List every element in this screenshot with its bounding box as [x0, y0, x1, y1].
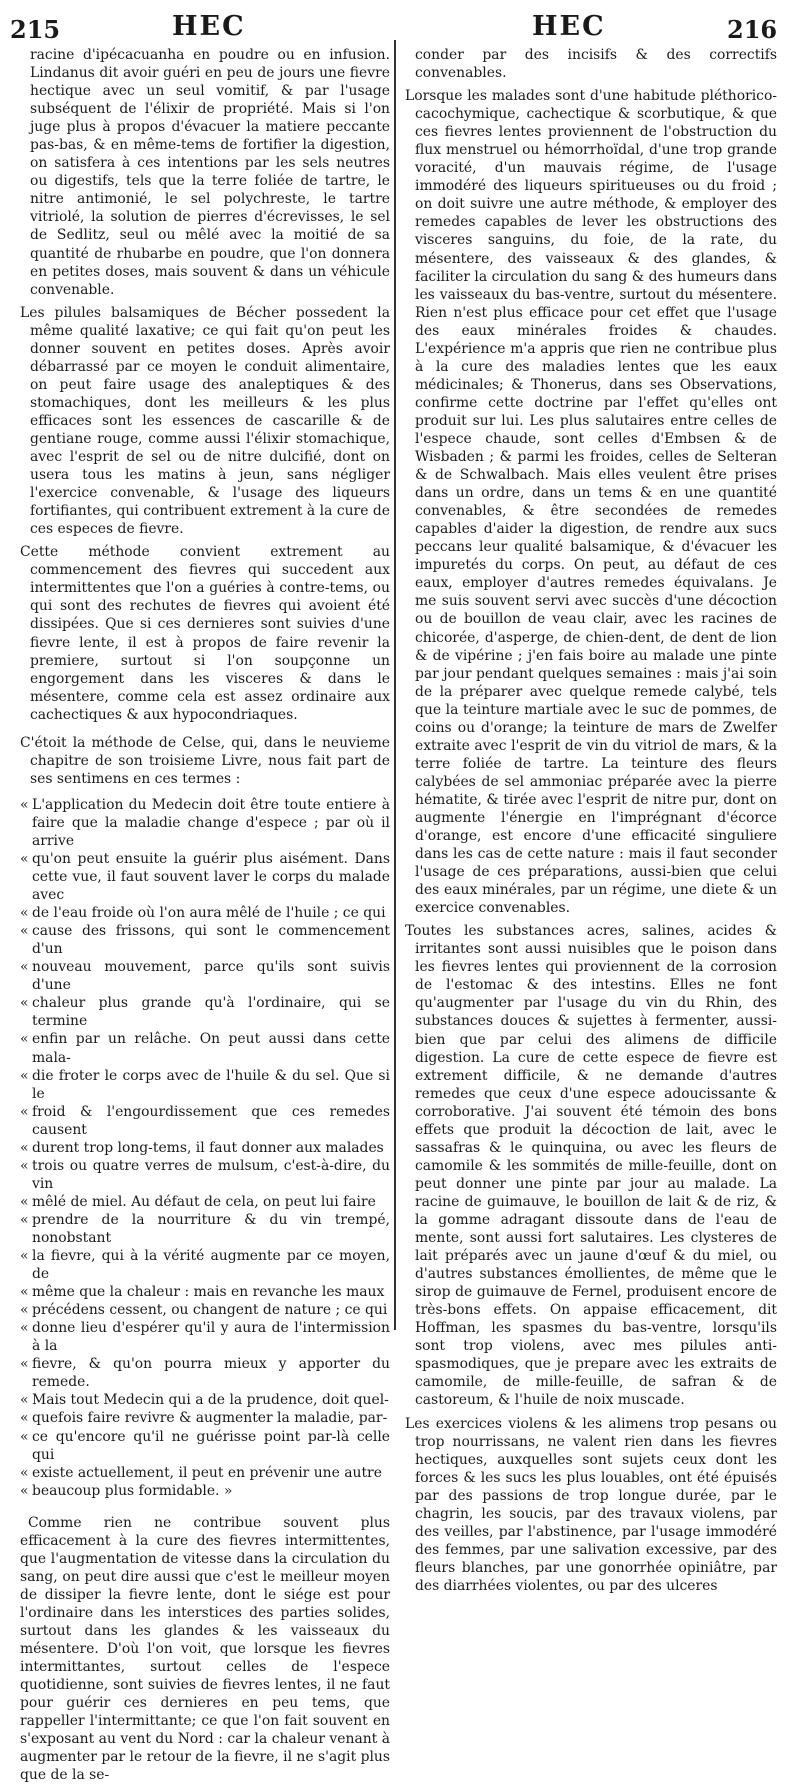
left-page-number: 215	[10, 15, 61, 44]
quote-line: « enfin par un relâche. On peut aussi dans cette mala-	[32, 1030, 390, 1066]
quote-line: « fievre, & qu'on pourra mieux y apporter du remede.	[32, 1355, 390, 1391]
celsus-quotation	[20, 796, 390, 1500]
quote-line: « qu'on peut ensuite la guérir plus aisément. Dans cette vue, il faut souvent laver le corps du malade avec	[32, 850, 390, 904]
right-page-number: 216	[727, 15, 778, 44]
quote-line: « de l'eau froide où l'on aura mêlé de l'huile ; ce qui	[32, 904, 390, 922]
right-running-title: HEC	[532, 11, 606, 42]
quote-line: « nouveau mouvement, parce qu'ils sont suivis d'une	[32, 958, 390, 994]
quote-line: « die froter le corps avec de l'huile & du sel. Que si le	[32, 1067, 390, 1103]
quote-line: « existe actuellement, il peut en prévenir une autre	[32, 1464, 390, 1482]
quote-line: « quefois faire revivre & augmenter la maladie, par-	[32, 1409, 390, 1427]
paragraph: Comme rien ne contribue souvent plus efficacement à la cure des fievres intermittentes, que l'augmentation de vitesse dans la circulation du sang, on peut dire aussi que c'est le meilleur moyen de dissiper la fievre lente, dont le siége est pour l'ordinaire dans les interstices des parties solides, surtout dans les glandes & les vaisseaux du mésentere. D'où l'on voit, que lorsque les fievres intermittantes, surtout celles de l'espece quotidienne, sont suivies de fievres lentes, il ne faut pour guérir ces dernieres en peu tems, que rappeller l'intermittante; ce que l'on fait souvent en s'exposant au vent du Nord : car la chaleur venant à augmenter par le retour de la fievre, il ne s'agit plus que de la se-	[20, 1514, 390, 1784]
paragraph: Les pilules balsamiques de Bécher possedent la même qualité laxative; ce qui fait qu'on peut les donner souvent en petites doses. Après avoir débarrassé par ce moyen le conduit alimentaire, on peut faire usage des analeptiques & des stomachiques, dont les meilleurs & les plus efficaces sont les essences de cascarille & de gentiane rouge, comme aussi l'élixir stomachique, avec l'esprit de sel ou de nitre dulcifié, dont on usera tous les matins à jeun, sans négliger l'exercice convenable, & l'usage des liqueurs fortifiantes, qui contribuent extrement à la cure de ces especes de fievre.	[20, 304, 390, 538]
left-column	[20, 46, 390, 1784]
paragraph: Toutes les substances acres, salines, acides & irritantes sont aussi nuisibles que le poison dans les fievres lentes qui proviennent de la corrosion de l'estomac & des intestins. Elles ne font qu'augmenter par l'usage du vin du Rhin, des substances douces & sujettes à fermenter, aussi-bien que par celui des alimens de difficile digestion. La cure de cette espece de fievre est extrement difficile, & ne demande d'autres remedes que ceux d'une espece adoucissante & corroborative. J'ai souvent été témoin des bons effets que produit la décoction de lait, avec le sassafras & le quinquina, ou avec les fleurs de camomile & les sommités de mille-feuille, dont on peut donner une pinte par jour au malade. La racine de guimauve, le bouillon de lait & de riz, & la gomme adragant dissoute dans de l'eau de mente, sont aussi fort salutaires. Les clysteres de lait préparés avec un jaune d'œuf & du miel, ou d'autres substances émollientes, de même que le sirop de guimauve de Fernel, produisent encore de très-bons effets. On appaise efficacement, dit Hoffman, les spasmes du bas-ventre, lorsqu'ils sont trop violens, avec mes pilules anti-spasmodiques, que je prepare avec les extraits de camomile, de mille-feuille, de safran & de castoreum, & l'huile de noix muscade.	[405, 923, 777, 1409]
paragraph: Les exercices violens & les alimens trop pesans ou trop nourrissans, ne valent rien dans les fievres hectiques, auxquelles sont sujets ceux dont les forces & les sucs les plus louables, ont été épuisés par des passions de trop longue durée, par le chagrin, les soucis, par des travaux violens, par des veilles, par l'abstinence, par l'usage immodéré des femmes, par une salivation excessive, par des fleurs blanches, par une gonorrhée opiniâtre, par des diarrhées violentes, ou par des ulceres	[405, 1415, 777, 1594]
quote-line: « ce qu'encore qu'il ne guérisse point par-là celle qui	[32, 1428, 390, 1464]
quote-line: « trois ou quatre verres de mulsum, c'est-à-dire, du vin	[32, 1157, 390, 1193]
left-running-title: HEC	[172, 11, 246, 42]
page-header	[0, 0, 800, 46]
quote-line: « mêlé de miel. Au défaut de cela, on peut lui faire	[32, 1193, 390, 1211]
paragraph: conder par des incisifs & des correctifs convenables.	[415, 47, 777, 82]
quote-line: « cause des frissons, qui sont le commencement d'un	[32, 922, 390, 958]
paragraph: Lorsque les malades sont d'une habitude pléthorico-cacochymique, cachectique & scorbutique, & que ces fievres lentes proviennent de l'obstruction du flux menstruel ou hémorrhoïdal, d'une trop grande voracité, d'un mauvais régime, de l'usage immodéré des liqueurs spiritueuses ou du froid ; on doit suivre une autre méthode, & employer des remedes capables de lever les obstructions des visceres sanguins, du foie, de la rate, du mésentere, des vaisseaux & des glandes, & faciliter la circulation du sang & des humeurs dans les vaisseaux du bas-ventre, surtout du mésentere. Rien n'est plus efficace pour cet effet que l'usage des eaux minérales froides & chaudes. L'expérience m'a appris que rien ne contribue plus à la cure des maladies lentes que les eaux médicinales; & Thonerus, dans ses Observations, confirme cette doctrine par l'effet qu'elles ont produit sur lui. Les plus salutaires entre celles de l'espece chaude, sont celles d'Embsen & de Wisbaden ; & parmi les froides, celles de Selteran & de Schwalbach. Mais elles veulent être prises dans un ordre, dans un tems & en une quantité convenables, & être secondées de remedes capables d'aider la digestion, de rendre aux sucs peccans leur qualité balsamique, & d'évacuer les impuretés du corps. On peut, au défaut de ces eaux, employer d'autres remedes équivalans. Je me suis souvent servi avec succès d'une décoction ou de bouillon de veau clair, avec les racines de chicorée, d'asperge, de chien-dent, de dent de lion & de vipérine ; j'en fais boire au malade une pinte par jour pendant quelques semaines : mais j'ai soin de la préparer avec quelque remede calybé, tels que la teinture martiale avec le suc de pommes, de coins ou d'orange; la teinture de mars de Zwelfer extraite avec l'esprit de vin du vitriol de mars, & la terre foliée de tartre. La teinture des fleurs calybées de sel ammoniac préparée avec la pierre hématite, & tirée avec l'esprit de nitre pur, dont on augmente l'énergie en l'imprégnant d'écorce d'orange, est encore d'une efficacité singuliere dans les cas de cette nature : mais il faut seconder l'usage de ces préparations, aussi-bien que celui des eaux minérales, par un régime, une diete & un exercice convenables.	[405, 88, 777, 917]
quote-line: « froid & l'engourdissement que ces remedes causent	[32, 1103, 390, 1139]
quote-line: « Mais tout Medecin qui a de la prudence, doit quel-	[32, 1391, 390, 1409]
quote-line: « beaucoup plus formidable. »	[32, 1482, 390, 1500]
quote-line: « durent trop long-tems, il faut donner aux malades	[32, 1139, 390, 1157]
quote-line: « prendre de la nourriture & du vin trempé, nonobstant	[32, 1211, 390, 1247]
paragraph: C'étoit la méthode de Celse, qui, dans le neuvieme chapitre de son troisieme Livre, nous fait part de ses sentimens en ces termes :	[20, 734, 390, 787]
paragraph: racine d'ipécacuanha en poudre ou en infusion. Lindanus dit avoir guéri en peu de jours une fievre hectique avec un seul vomitif, & par l'usage subséquent de l'élixir de propriété. Mais si l'on juge plus à propos d'évacuer la matiere peccante pas-bas, & en même-tems de fortifier la digestion, on satisfera à ces intentions par les sels neutres ou digestifs, tels que la terre foliée de tartre, le nitre antimonié, le sel polychreste, le tartre vitriolé, la solution de pierres d'écrevisses, le sel de Sedlitz, seul ou mêlé avec la moitié de sa quantité de rhubarbe en poudre, que l'on donnera en petites doses, mais souvent & dans un véhicule convenable.	[30, 47, 390, 298]
right-column	[405, 46, 777, 1594]
quote-line: « chaleur plus grande qu'à l'ordinaire, qui se termine	[32, 994, 390, 1030]
column-divider	[394, 40, 396, 1330]
quote-line: « même que la chaleur : mais en revanche les maux	[32, 1283, 390, 1301]
paragraph: Cette méthode convient extrement au commencement des fievres qui succedent aux intermittentes que l'on a guéries à contre-tems, ou qui sont des rechutes de fievres qui avoient été dissipées. Que si ces dernieres sont suivies d'une fievre lente, il est à propos de faire revenir la premiere, surtout si l'on soupçonne un engorgement dans les visceres & dans le mésentere, comme cela est assez ordinaire aux cachectiques & aux hypocondriaques.	[20, 544, 390, 723]
quote-line: « la fievre, qui à la vérité augmente par ce moyen, de	[32, 1247, 390, 1283]
quote-line: « précédens cessent, ou changent de nature ; ce qui	[32, 1301, 390, 1319]
quote-line: « donne lieu d'espérer qu'il y aura de l'intermission à la	[32, 1319, 390, 1355]
quote-line: « L'application du Medecin doit être toute entiere à faire que la maladie change d'espece ; par où il arrive	[32, 796, 390, 850]
